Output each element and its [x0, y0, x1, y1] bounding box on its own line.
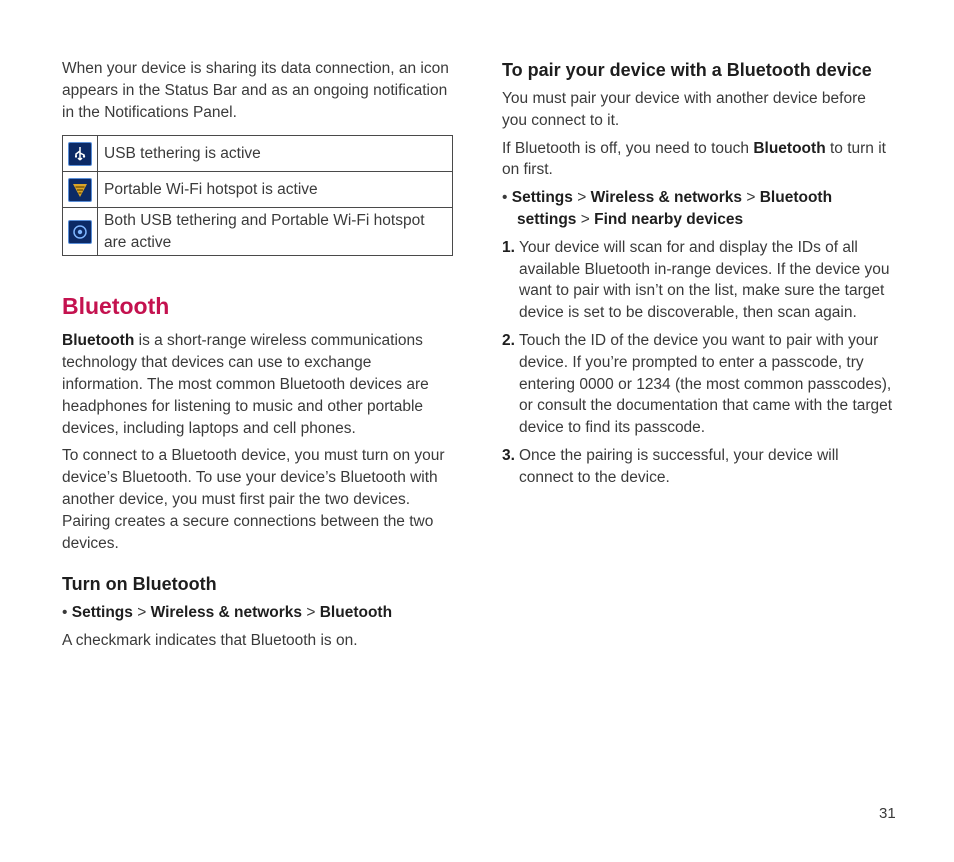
table-row: [63, 172, 453, 208]
usb-tethering-icon: [68, 142, 92, 166]
intro-paragraph: When your device is sharing its data connection, an icon appears in the Status Bar and as an ongoing notification in the Notifications Panel.: [62, 60, 449, 121]
bluetooth-description: Bluetooth is a short-range wireless communications technology that devices can use to exchange information. The most common Bluetooth devices are headphones for listening to music and other portable devices, including laptops and cell phones.: [62, 332, 429, 437]
subsection-title-pair: To pair your device with a Bluetooth device: [502, 60, 872, 80]
list-item: 3. Once the pairing is successful, your device will connect to the device.: [502, 446, 839, 486]
section-title-bluetooth: Bluetooth: [62, 293, 170, 320]
list-item: 1. Your device will scan for and display the IDs of all available Bluetooth in-range devices. If the device you want to pair with isn’t on the list, make sure the target device is set to be discoverable, then scan again.: [502, 238, 890, 322]
status-icon-label: Both USB tethering and Portable Wi-Fi hotspot are active: [98, 208, 453, 256]
checkmark-note: A checkmark indicates that Bluetooth is on.: [62, 632, 358, 650]
pair-bluetooth-off: If Bluetooth is off, you need to touch Bluetooth to turn it on first.: [502, 139, 886, 179]
pairing-steps: [502, 237, 894, 489]
status-icon-table: [62, 135, 453, 256]
table-row: [63, 136, 453, 172]
settings-path: • Settings > Wireless & networks > Bluetooth: [62, 604, 393, 622]
status-icon-label: Portable Wi-Fi hotspot is active: [98, 172, 453, 208]
page-number: 31: [879, 805, 896, 822]
list-item: 2. Touch the ID of the device you want to pair with your device. If you’re prompted to enter a passcode, try entering 0000 or 1234 (the most common passcodes), or consult the documentation that came with the target device to find its passcode.: [502, 331, 893, 437]
usb-and-hotspot-icon: [68, 220, 92, 244]
pair-intro: You must pair your device with another device before you connect to it.: [502, 90, 866, 129]
status-icon-label: USB tethering is active: [98, 136, 453, 172]
table-row: [63, 208, 453, 256]
left-column: [62, 58, 454, 658]
settings-path: • Settings > Wireless & networks > Bluetooth settings > Find nearby devices: [502, 189, 833, 228]
right-column: [502, 58, 894, 495]
wifi-hotspot-icon: [68, 178, 92, 202]
bluetooth-connect-paragraph: To connect to a Bluetooth device, you must turn on your device’s Bluetooth. To use your device’s Bluetooth with another device, you must first pair the two devices. Pairing creates a secure connections between the two devices.: [62, 447, 445, 552]
subsection-title-turn-on: Turn on Bluetooth: [62, 574, 217, 595]
